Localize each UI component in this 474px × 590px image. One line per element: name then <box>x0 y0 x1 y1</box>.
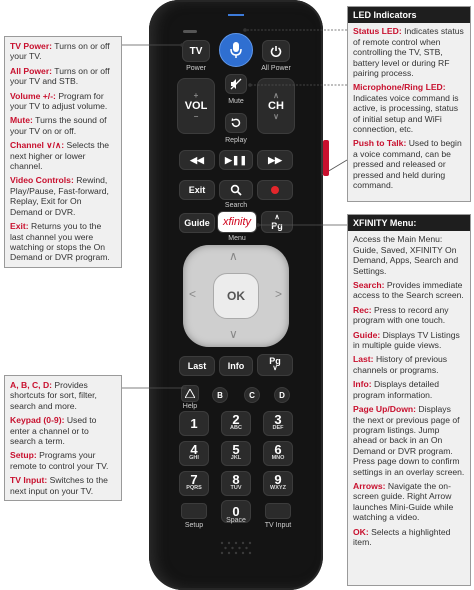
last-button[interactable]: Last <box>179 356 215 376</box>
tv-power-button[interactable]: TV <box>182 40 210 62</box>
power-icon <box>270 45 282 57</box>
microphone-icon <box>229 41 243 59</box>
right-callout-menu <box>347 214 471 586</box>
callout-item: Last: History of previous channels or programs. <box>353 354 448 375</box>
xfinity-menu-button[interactable]: xfinity <box>217 211 257 233</box>
callout-heading: XFINITY Menu: <box>348 215 470 231</box>
callout-item: Video Controls: Rewind, Play/Pause, Fast-forward, Replay, Exit for On Demand or DVR. <box>10 175 109 217</box>
callout-item: Search: Provides immediate access to the Search screen. <box>353 280 464 301</box>
record-button[interactable] <box>257 180 293 200</box>
key-1[interactable]: 1 <box>179 411 209 436</box>
arrow-up-icon[interactable]: ∧ <box>229 249 238 263</box>
callout-item: Guide: Displays TV Listings in multiple guide views. <box>353 329 460 351</box>
key-9[interactable]: 9 WXYZ <box>263 471 293 496</box>
mute-button[interactable] <box>225 74 247 94</box>
channel-up-icon: ∧ <box>273 91 279 100</box>
help-label: Help <box>182 403 198 410</box>
mute-label: Mute <box>228 98 244 105</box>
push-to-talk-side-button <box>323 140 329 176</box>
arrow-down-icon[interactable]: ∨ <box>229 327 238 341</box>
tv-input-label: TV Input <box>264 522 292 529</box>
key-7[interactable]: 7 PQRS <box>179 471 209 496</box>
microphone-button[interactable] <box>219 33 253 67</box>
callout-item: Mute: Turns the sound of your TV on or off. <box>10 115 107 136</box>
replay-icon <box>230 117 242 129</box>
volume-up-icon: + <box>193 91 199 100</box>
fast-forward-icon: ▶▶ <box>268 154 282 165</box>
left-callout-top <box>4 36 122 268</box>
replay-label: Replay <box>225 137 247 144</box>
all-power-button[interactable] <box>262 40 290 62</box>
callout-item: Setup: Programs your remote to control your TV. <box>10 450 109 471</box>
search-button[interactable] <box>219 180 253 200</box>
record-icon <box>271 186 279 194</box>
key-2[interactable]: 2 ABC <box>221 411 251 436</box>
page-down-button[interactable]: Pg ∨ <box>257 354 293 376</box>
callout-item: Push to Talk: Used to begin a voice command, can be pressed and released or pressed and held during command. <box>353 138 462 191</box>
info-button[interactable]: Info <box>219 356 253 376</box>
callout-heading: LED Indicators <box>348 7 470 23</box>
key-5[interactable]: 5 JKL <box>221 441 251 466</box>
chevron-down-icon: ∨ <box>272 365 278 372</box>
setup-label: Setup <box>184 522 204 529</box>
speaker-grille <box>219 540 253 556</box>
space-label: Space <box>226 517 246 524</box>
remote-body <box>149 0 323 590</box>
setup-button[interactable] <box>181 503 207 519</box>
callout-item: OK: Selects a highlighted item. <box>353 526 451 547</box>
c-button[interactable]: C <box>244 387 260 403</box>
fast-forward-button[interactable] <box>257 150 293 170</box>
guide-button[interactable]: Guide <box>179 213 215 233</box>
volume-down-icon: − <box>193 112 199 121</box>
callout-item: Volume +/-: Program for your TV to adjust volume. <box>10 90 108 112</box>
arrow-left-icon[interactable]: < <box>189 287 197 301</box>
channel-down-icon: ∨ <box>273 112 279 121</box>
callout-item: Info: Displays detailed program information. <box>353 379 439 400</box>
volume-rocker[interactable]: + VOL − <box>177 78 215 134</box>
triangle-a-icon <box>185 389 195 398</box>
mute-icon <box>230 78 242 90</box>
play-pause-icon: ▶❚❚ <box>224 154 247 165</box>
a-button[interactable] <box>181 385 199 402</box>
callout-item: Rec: Press to record any program with one touch. <box>353 304 449 326</box>
callout-item: Channel ∨/∧: Selects the next higher or lower channel. <box>10 140 110 172</box>
dpad[interactable] <box>183 245 289 347</box>
channel-rocker[interactable]: ∧ CH ∨ <box>257 78 295 134</box>
search-label: Search <box>224 202 248 209</box>
callout-item: All Power: Turns on or off your TV and STB. <box>10 65 110 87</box>
key-4[interactable]: 4 GHI <box>179 441 209 466</box>
callout-item: Exit: Returns you to the last channel you were watching or stops the On Demand or DVR program. <box>10 221 110 263</box>
tv-power-label: Power <box>186 65 206 72</box>
tv-input-button[interactable] <box>265 503 291 519</box>
callout-item: Access the Main Menu: Guide, Saved, XFINITY On Demand, Apps, Search and Settings. <box>353 234 459 276</box>
callout-item: Arrows: Navigate the on-screen guide. Right Arrow launches Mini-Guide while watching a video. <box>353 480 454 523</box>
key-3[interactable]: 3 DEF <box>263 411 293 436</box>
callout-item: Status LED: Indicates status of remote control when controlling the TV, STB, battery level or during RF pairing process. <box>353 26 464 79</box>
ir-indicator <box>183 30 197 33</box>
menu-label: Menu <box>228 235 246 242</box>
d-button[interactable]: D <box>274 387 290 403</box>
callout-item: Microphone/Ring LED: Indicates voice command is active, is processing, status of initial setup and WiFi connection, etc. <box>353 82 459 135</box>
play-pause-button[interactable] <box>219 150 253 170</box>
chevron-up-icon: ∧ <box>274 214 280 221</box>
b-button[interactable]: B <box>212 387 228 403</box>
callout-item: TV Power: Turns on or off your TV. <box>10 41 110 62</box>
left-callout-bottom <box>4 375 122 501</box>
callout-item: Keypad (0-9): Used to enter a channel or to search a term. <box>10 415 97 447</box>
key-0[interactable]: 0 <box>221 500 251 523</box>
right-callout-led <box>347 6 471 202</box>
rewind-button[interactable] <box>179 150 215 170</box>
key-8[interactable]: 8 TUV <box>221 471 251 496</box>
page-up-button[interactable]: ∧ Pg <box>261 211 293 233</box>
callout-item: TV Input: Switches to the next input on your TV. <box>10 475 108 496</box>
callout-item: A, B, C, D: Provides shortcuts for sort, filter, search and more. <box>10 380 97 411</box>
arrow-right-icon[interactable]: > <box>275 287 283 301</box>
callout-item: Page Up/Down: Displays the next or previous page of program listings. Jump ahead or back in an On Demand or DVR program. Press page down to confirm settings in an overlay screen. <box>353 404 465 477</box>
status-led <box>228 14 244 16</box>
all-power-label: All Power <box>261 65 291 72</box>
ok-button[interactable]: OK <box>213 273 259 319</box>
search-icon <box>230 184 242 196</box>
exit-button[interactable]: Exit <box>179 180 215 200</box>
rewind-icon: ◀◀ <box>190 154 204 165</box>
key-6[interactable]: 6 MNO <box>263 441 293 466</box>
replay-button[interactable] <box>225 113 247 133</box>
